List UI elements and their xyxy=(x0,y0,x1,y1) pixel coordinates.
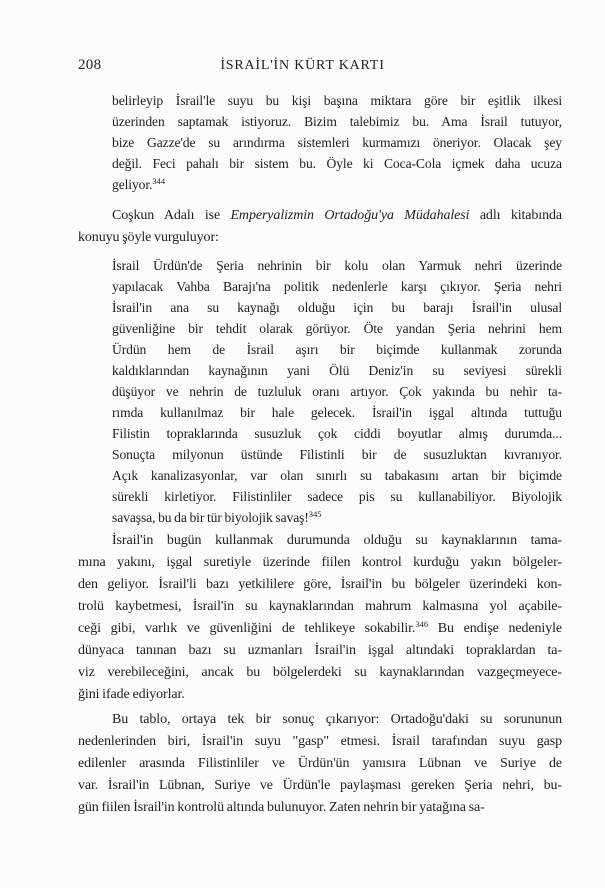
text-line: Sonuçta milyonun üstünde Filistinli bir de susuzluktan kıvranıyor. xyxy=(112,447,562,462)
text-line: var. İsrail'in Lübnan, Suriye ve Ürdün'le paylaşması gereken Şeria nehri, bu- xyxy=(78,778,562,793)
text-line: Ürdün hem de İsrail aşırı bir biçimde kullanmak zorunda xyxy=(112,342,562,357)
text-line: sürekli kirletiyor. Filistinliler sadece pis su kullanabiliyor. Biyolojik xyxy=(112,489,562,504)
text-line: savaşsa, bu da bir tür biyolojik savaş!$^{345}$ xyxy=(112,509,322,525)
paragraph xyxy=(78,709,562,819)
paragraph xyxy=(78,205,562,249)
text-line: kaldıklarından kaynağının yani Ölü Deniz'in su seviyesi sürekli xyxy=(112,363,562,378)
footnote-marker: 344 xyxy=(152,176,166,186)
running-title: İSRAİL'İN KÜRT KARTI xyxy=(220,58,385,73)
text-line: değil. Feci pahalı bir sistem bu. Öyle ki Coca-Cola içmek daha ucuza xyxy=(112,156,562,171)
page-header xyxy=(0,57,605,77)
text-line: konuyu şöyle vurguluyor: xyxy=(78,230,219,245)
text-line: düşüyor ve nehrin de tuzluluk oranı artıyor. Çok yakında bu nehir ta- xyxy=(112,384,562,399)
text-line: rımda kullanılmaz bir hale gelecek. İsrail'in işgal altında tuttuğu xyxy=(112,405,562,420)
text-line: İsrail'in bugün kullanmak durumunda olduğu su kaynaklarının tama- xyxy=(112,533,562,548)
text-line: Açık kanalizasyonlar, var olan sınırlı su tabakasını artan bir biçimde xyxy=(112,468,562,483)
footnote-marker: 346 xyxy=(415,619,429,629)
text-line: edilenler arasında Filistinliler ve Ürdün'ün yanısıra Lübnan ve Suriye de xyxy=(78,756,562,771)
text-line: den geliyor. İsrail'li bazı yetkililere göre, İsrail'in bu bölgeler üzerindeki kon- xyxy=(78,577,562,592)
text-line: viz verebileceğini, ancak bu bölgelerdeki su kaynaklarından vazgeçmeyece- xyxy=(78,665,562,680)
text-line: yapılacak Vahba Barajı'na politik nedenlerle karşı çıkıyor. Şeria nehri xyxy=(112,279,562,294)
text-line: bize Gazze'de su arındırma sistemleri kurmamızı öneriyor. Olacak şey xyxy=(112,135,562,150)
block-quote xyxy=(112,90,562,197)
text-line: belirleyip İsrail'le suyu bu kişi başına miktara göre bir eşitlik ilkesi xyxy=(112,93,562,108)
text-line: nedenlerinden biri, İsrail'in suyu "gasp" etmesi. İsrail tarafından suyu gasp xyxy=(78,734,562,749)
text-line: Filistin topraklarında susuzluk çok ciddi boyutlar almış durumda... xyxy=(112,426,562,441)
text-line: geliyor.$^{344}$ xyxy=(112,176,166,192)
text-line: ceği gibi, varlık ve güvenliğini de tehlikeye sokabilir.$^{346}$ Bu endişe nedeniyle xyxy=(78,619,562,636)
text-line: gün fiilen İsrail'in kontrolü altında bulunuyor. Zaten nehrin bir yatağına sa- xyxy=(78,800,485,815)
block-quote xyxy=(112,255,562,530)
text-line: İsrail Ürdün'de Şeria nehrinin bir kolu olan Yarmuk nehri üzerinde xyxy=(112,258,562,273)
text-line: üzerinden saptamak istiyoruz. Bizim talebimiz bu. Ama İsrail tutuyor, xyxy=(112,114,562,129)
page-number: 208 xyxy=(78,57,102,73)
text-line: trolü kaybetmesi, İsrail'in su kaynaklarından mahrum kalmasına yol açabile- xyxy=(78,599,562,614)
text-line: Bu tablo, ortaya tek bir sonuç çıkarıyor: Ortadoğu'daki su sorununun xyxy=(112,712,562,727)
book-title-italic: Emperyalizmin Ortadoğu'ya Müdahalesi xyxy=(230,208,470,223)
text-line: mına yakını, işgal suretiyle üzerinde fiilen kontrol kurduğu yakın bölgeler- xyxy=(78,555,562,570)
text-line: güvenliğine bir tehdit olarak görüyor. Öte yandan Şeria nehrini hem xyxy=(112,321,562,336)
text-line: İsrail'in ana su kaynağı olduğu için bu barajı İsrail'in ulusal xyxy=(112,300,562,315)
footnote-marker: 345 xyxy=(308,509,322,519)
paragraph xyxy=(78,530,562,706)
text-line: dünyaca tanınan bazı su uzmanları İsrail'in işgal altındaki topraklardan ta- xyxy=(78,643,562,658)
text-line: ğini ifade ediyorlar. xyxy=(78,687,185,702)
text-line: Coşkun Adalı ise Emperyalizmin Ortadoğu'ya Müdahalesi adlı kitabında xyxy=(112,208,563,223)
page-text xyxy=(78,90,562,819)
